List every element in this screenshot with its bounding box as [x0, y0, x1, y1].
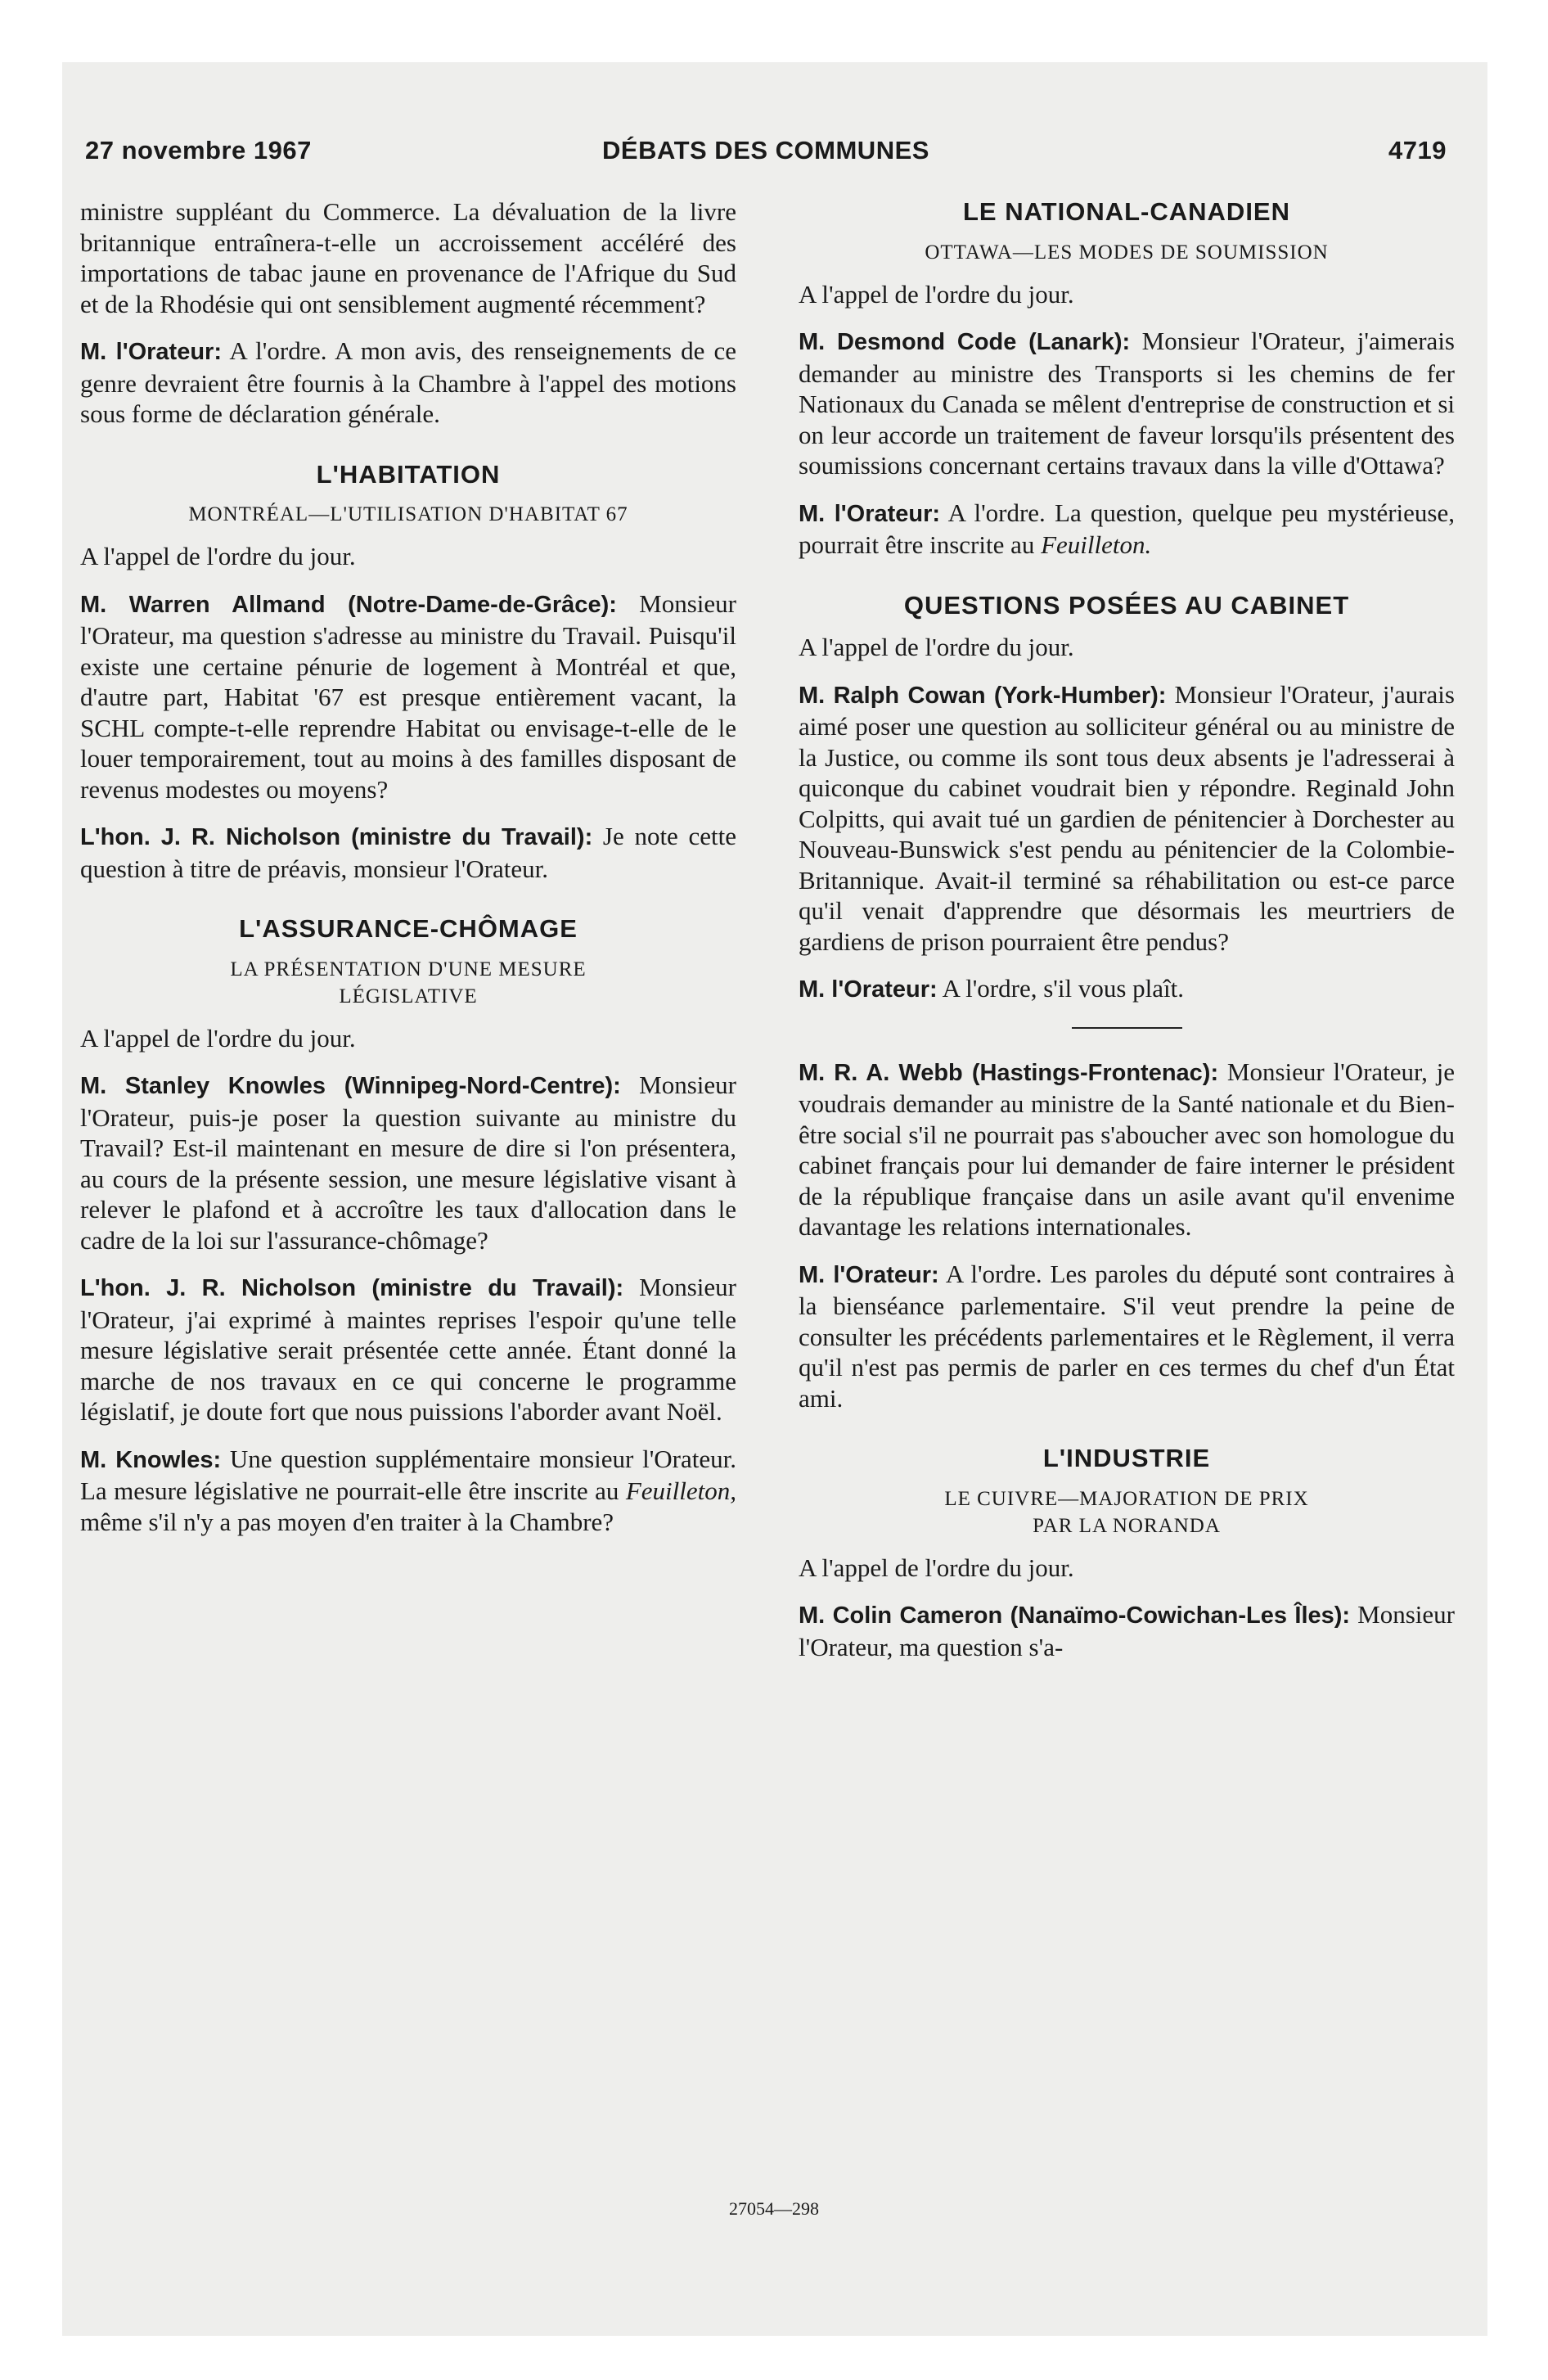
- section-heading: LE NATIONAL-CANADIEN: [962, 197, 1290, 226]
- paragraph: M. Ralph Cowan (York-Humber): Monsieur l'Orateur, j'aurais aimé poser une question au solliciteur général ou au ministre de la Justice, ou comme ils sont tous deux absents je l'adresserai à quiconque du cabinet voudrait bien y répondre. Reginald John Colpitts, qui avait tué un gardien de pénitencier à Dorchester au Nouveau-Bunswick s'est pendu au pénitencier de la Colombie-Britannique. Avait-il terminé sa réhabilitation ou est-ce parce qu'il venait d'apprendre que désormais les meurtriers de gardiens de prison pourraient être pendus?: [799, 679, 1455, 956]
- paragraph: M. R. A. Webb (Hastings-Frontenac): Monsieur l'Orateur, je voudrais demander au ministre de la Santé nationale et du Bien-être social s'il ne pourrait pas s'aboucher avec son homologue du cabinet français pour lui demander de faire interner le président de la république française dans un asile avant qu'il envenime davantage les relations internationales.: [799, 1057, 1455, 1241]
- paragraph: M. l'Orateur: A l'ordre. Les paroles du député sont contraires à la bienséance parlementaire. S'il veut prendre la peine de consulter les précédents parlementaires et le Règlement, il verra qu'il n'est pas permis de parler en ces termes du chef d'un État ami.: [799, 1259, 1455, 1413]
- speaker-name: M. Colin Cameron (Nanaïmo-Cowichan-Les Îles):: [799, 1602, 1351, 1629]
- paragraph: A l'appel de l'ordre du jour.: [799, 1553, 1074, 1582]
- paragraph: M. Warren Allmand (Notre-Dame-de-Grâce): Monsieur l'Orateur, ma question s'adresse au ministre du Travail. Puisqu'il existe une certaine pénurie de logement à Montréal et que, d'autre part, Habitat '67 est presque entièrement vacant, la SCHL compte-t-elle reprendre Habitat ou envisage-t-elle de le louer temporairement, tout au moins à des familles disposant de revenus modestes ou moyens?: [80, 588, 736, 804]
- speaker-name: M. l'Orateur:: [799, 1261, 939, 1288]
- paragraph: M. l'Orateur: A l'ordre. A mon avis, des renseignements de ce genre devraient être fournis à la Chambre à l'appel des motions sous forme de déclaration générale.: [80, 336, 736, 428]
- section-subheading: LA PRÉSENTATION D'UNE MESURE LÉGISLATIVE: [230, 958, 587, 1007]
- speaker-name: M. l'Orateur:: [80, 339, 222, 365]
- speaker-name: M. l'Orateur:: [799, 500, 941, 527]
- paragraph: M. Knowles: Une question supplémentaire monsieur l'Orateur. La mesure législative ne pourrait-elle être inscrite au Feuilleton, même s'il n'y a pas moyen d'en traiter à la Chambre?: [80, 1444, 736, 1536]
- paragraph: A l'appel de l'ordre du jour.: [799, 279, 1074, 309]
- paragraph: A l'appel de l'ordre du jour.: [80, 542, 356, 570]
- speaker-name: M. R. A. Webb (Hastings-Frontenac):: [799, 1059, 1219, 1086]
- section-subheading: OTTAWA—LES MODES DE SOUMISSION: [925, 241, 1329, 264]
- speaker-name: L'hon. J. R. Nicholson (ministre du Travail):: [80, 1275, 624, 1301]
- paragraph: ministre suppléant du Commerce. La dévaluation de la livre britannique entraînera-t-elle un accroissement accéléré des importations de tabac jaune en provenance de l'Afrique du Sud et de la Rhodésie qui ont sensiblement augmenté récemment?: [80, 197, 736, 318]
- header-title: DÉBATS DES COMMUNES: [602, 136, 929, 165]
- speaker-name: M. Knowles:: [80, 1446, 222, 1473]
- horizontal-rule: [1072, 1027, 1182, 1029]
- header-page-number: 4719: [1388, 136, 1447, 165]
- section-subheading: MONTRÉAL—L'UTILISATION D'HABITAT 67: [188, 503, 628, 525]
- right-column: [799, 196, 1455, 1679]
- speaker-name: M. Desmond Code (Lanark):: [799, 329, 1131, 355]
- speaker-name: M. Stanley Knowles (Winnipeg-Nord-Centre):: [80, 1073, 621, 1099]
- speaker-name: L'hon. J. R. Nicholson (ministre du Travail):: [80, 824, 593, 850]
- speaker-name: M. Ralph Cowan (York-Humber):: [799, 682, 1167, 709]
- speaker-name: M. l'Orateur:: [799, 976, 938, 1003]
- page-header: [85, 136, 1447, 172]
- paragraph: M. Stanley Knowles (Winnipeg-Nord-Centre): Monsieur l'Orateur, puis-je poser la question suivante au ministre du Travail? Est-il maintenant en mesure de dire si l'on présentera, au cours de la présente session, une mesure législative visant à relever le plafond et à accroître les taux d'allocation dans le cadre de la loi sur l'assurance-chômage?: [80, 1071, 736, 1255]
- paragraph: L'hon. J. R. Nicholson (ministre du Travail): Je note cette question à titre de préavis, monsieur l'Orateur.: [80, 822, 737, 883]
- paragraph: A l'appel de l'ordre du jour.: [799, 633, 1074, 661]
- paragraph: M. l'Orateur: A l'ordre, s'il vous plaît.: [799, 974, 1184, 1003]
- speaker-name: M. Warren Allmand (Notre-Dame-de-Grâce):: [80, 591, 617, 618]
- section-heading: QUESTIONS POSÉES AU CABINET: [903, 590, 1350, 620]
- section-subheading: LE CUIVRE—MAJORATION DE PRIX PAR LA NORANDA: [944, 1487, 1309, 1537]
- section-heading: L'ASSURANCE-CHÔMAGE: [239, 914, 578, 943]
- header-date: 27 novembre 1967: [85, 136, 312, 165]
- page-footer-code: 27054—298: [729, 2198, 819, 2219]
- section-heading: L'HABITATION: [316, 459, 501, 489]
- paragraph: M. Colin Cameron (Nanaïmo-Cowichan-Les Îles): Monsieur l'Orateur, ma question s'a-: [799, 1600, 1455, 1661]
- paragraph: M. l'Orateur: A l'ordre. La question, quelque peu mystérieuse, pourrait être inscrite au Feuilleton.: [799, 498, 1455, 559]
- paragraph: A l'appel de l'ordre du jour.: [80, 1023, 356, 1053]
- paragraph: L'hon. J. R. Nicholson (ministre du Travail): Monsieur l'Orateur, j'ai exprimé à maintes reprises l'espoir qu'une telle mesure législative serait présentée cette année. Étant donné la marche de nos travaux en ce qui concerne le programme législatif, je doute fort que nous puissions l'aborder avant Noël.: [80, 1273, 737, 1426]
- paragraph: M. Desmond Code (Lanark): Monsieur l'Orateur, j'aimerais demander au ministre des Transports si les chemins de fer Nationaux du Canada se mêlent d'entreprise de construction et si on leur accorde un traitement de faveur lorsqu'ils présentent des soumissions concernant certains travaux dans la ville d'Ottawa?: [799, 327, 1455, 480]
- left-column: [80, 196, 736, 1553]
- section-heading: L'INDUSTRIE: [1042, 1444, 1211, 1472]
